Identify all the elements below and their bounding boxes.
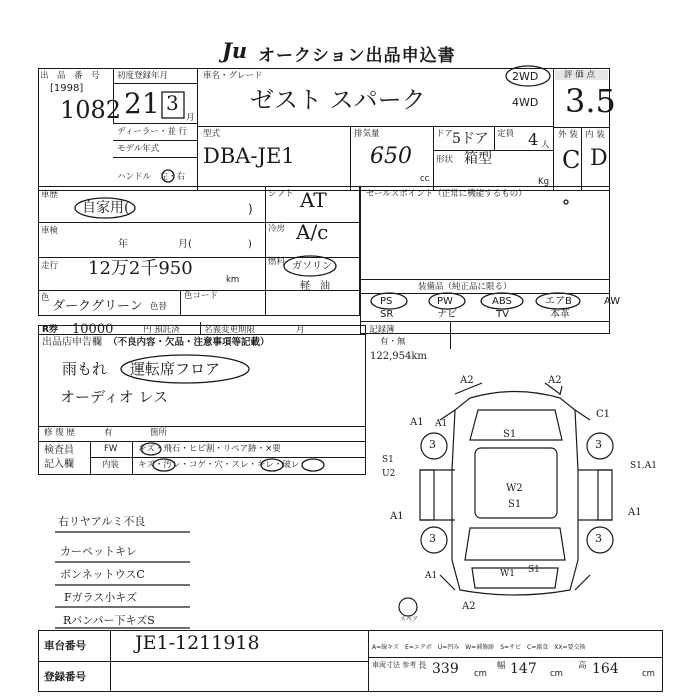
auction-logo: Ju (222, 38, 248, 63)
odometer-note: 122,954km (370, 351, 427, 362)
width-unit: cm (550, 669, 563, 679)
shape-label: 形状 (436, 155, 454, 165)
recycle-unit: 円 預託済 (143, 325, 180, 335)
lot-number: 1082 (60, 96, 122, 124)
fuel-label: 燃料 (268, 257, 286, 267)
capacity-unit: 人 (541, 140, 550, 150)
displacement-label: 排気量 (354, 129, 380, 139)
interior-grade: D (590, 146, 608, 171)
km-unit: km (226, 275, 240, 285)
exterior-grade: C (562, 146, 581, 174)
tire-tread-mark: 3 (595, 438, 602, 451)
model-code: DBA-JE1 (203, 144, 295, 168)
cc-unit: cc (420, 174, 430, 184)
score-label: 評 価 点 (564, 70, 595, 80)
color-code-label: 色コード (184, 291, 219, 301)
damage-mark: W1 (500, 569, 515, 579)
height-unit: cm (642, 669, 655, 679)
dealer-label: ディーラー・並 行 (117, 127, 188, 137)
inspector-note-1: 右リヤアルミ不良 (58, 515, 146, 528)
height-label: 高 (578, 661, 587, 671)
drive-2wd: 2WD (512, 70, 539, 83)
damage-mark: C1 (596, 409, 611, 420)
interior-label: 内 装 (585, 130, 605, 140)
damage-mark: W2 (506, 483, 523, 494)
ac-label: 冷房 (268, 224, 286, 234)
equip-tv: TV (496, 309, 509, 320)
declaration-line1-a: 雨もれ (62, 360, 108, 378)
damage-mark: A2 (462, 601, 476, 612)
door-label: ドア (436, 129, 453, 139)
exterior-label: 外 装 (558, 130, 578, 140)
shape-value: 箱型 (464, 151, 492, 167)
damage-mark: U2 (382, 469, 396, 479)
mileage-label: 走行 (41, 261, 59, 271)
damage-mark: A1 (390, 511, 404, 522)
declaration-line2: オーディオ レス (60, 388, 169, 406)
declaration-sub-label: （不良内容・欠品・注意事項等記載） (108, 337, 270, 348)
declaration-line1-b: 運転席フロア (130, 360, 221, 378)
repair-history-value: 有 (104, 428, 113, 438)
record-label: 記録簿 (369, 325, 395, 335)
equipment-label: 装備品（純正品に限る） (418, 282, 512, 292)
car-name: ゼスト スパーク (250, 86, 426, 114)
inspector-int-body: キズ・汚レ・コゲ・穴・スレ・キレ・破レ (138, 460, 300, 470)
reg-year: 21 (124, 87, 160, 120)
damage-mark: A1 (628, 507, 642, 518)
inspector-note-2: カーペットキレ (60, 545, 137, 558)
history-close: ) (248, 202, 253, 216)
equip-aw: AW (604, 296, 621, 307)
length-label: 長 (418, 661, 427, 671)
capacity-value: 4 (528, 130, 539, 149)
damage-mark: A1 (435, 419, 448, 429)
equip-sr: SR (380, 309, 394, 320)
color-label: 色 (41, 293, 50, 303)
repair-history-label: 修 復 歴 (44, 428, 75, 438)
length-unit: cm (474, 669, 487, 679)
history-value: 自家用( (82, 200, 130, 216)
damage-mark: A2 (548, 375, 562, 386)
recycle-label: R券 (42, 325, 58, 335)
first-reg-label: 初度登録年月 (117, 71, 169, 81)
title-change-label: 名義変更期限 (204, 325, 256, 335)
score-value: 3.5 (565, 82, 616, 120)
inspection-year: 年 (118, 239, 128, 250)
spare-tire-label: スペア (400, 616, 419, 623)
recycle-value: 10000 (72, 322, 114, 337)
equip-airbag: エアB (545, 296, 572, 307)
title-change-month: 月 (296, 325, 305, 335)
equip-navi: ナビ (437, 309, 457, 320)
inspector-note-5: Rバンパー下キズS (63, 614, 155, 627)
sales-point-label: セールスポイント（正常に機能するもの） (366, 189, 527, 199)
ac-value: A/c (296, 220, 329, 244)
doors-value: 5ドア (452, 131, 489, 147)
length-value: 339 (432, 661, 459, 677)
height-value: 164 (592, 661, 619, 677)
chassis-number: JE1-1211918 (135, 632, 260, 654)
damage-mark: A1 (410, 417, 424, 428)
history-label: 車歴 (41, 190, 59, 200)
equip-abs: ABS (492, 296, 512, 307)
model-year-label: モデル年式 (117, 144, 160, 154)
repair-location: 箇所 (150, 428, 168, 438)
exhibit-number-label: 出 品 番 号 (40, 71, 100, 81)
damage-mark: A1 (425, 571, 438, 581)
registration-label: 登録番号 (44, 671, 86, 683)
width-value: 147 (510, 661, 537, 677)
tire-tread-mark: 3 (429, 532, 436, 545)
damage-mark: S1 (528, 565, 540, 575)
inspector-fw-body: キズ・飛石・ヒビ割・リペア跡・×要 (138, 444, 281, 454)
displacement-value: 650 (370, 144, 412, 169)
damage-mark: S1.A1 (630, 461, 657, 471)
equip-ps: PS (380, 296, 393, 307)
damage-mark: S1 (382, 455, 394, 465)
chassis-label: 車台番号 (44, 640, 86, 652)
handle-label: ハンドル 左・右 (117, 172, 186, 182)
inspector-note-4: Fガラス小キズ (64, 591, 138, 604)
capacity-label: 定員 (497, 129, 515, 139)
drive-4wd: 4WD (512, 96, 539, 109)
color-change-label: 色替 (150, 302, 168, 312)
damage-mark: S1 (503, 429, 517, 440)
color-value: ダークグリーン (52, 299, 143, 314)
reg-month: 3 (166, 91, 179, 115)
inspector-fw-head: FW (104, 444, 118, 454)
equip-pw: PW (437, 296, 453, 307)
inspection-month: 月( (178, 239, 192, 250)
month-unit: 月 (186, 113, 195, 123)
car-diagram (399, 383, 613, 616)
damage-mark: A2 (460, 375, 474, 386)
shift-label: シフト (268, 189, 294, 199)
diesel-option: 軽 油 (300, 281, 330, 292)
inspection-label: 車検 (41, 226, 59, 236)
inspection-close: ) (248, 239, 252, 250)
inspector-int-head: 内装 (102, 460, 120, 470)
equip-leather: 本革 (550, 309, 570, 320)
fuel-value: ガソリン (292, 261, 332, 272)
form-title: オークション出品申込書 (258, 46, 456, 66)
record-value: 有・無 (380, 337, 406, 347)
mileage-value: 12万2千950 (88, 258, 193, 279)
car-name-label: 車名・グレード (203, 71, 263, 81)
model-label: 型式 (203, 129, 221, 139)
declaration-label: 出品店申告欄 (42, 337, 102, 348)
tire-tread-mark: 3 (429, 438, 436, 451)
width-label: 幅 (497, 661, 506, 671)
shift-value: AT (300, 188, 327, 212)
dimensions-label: 車両寸法 参考 (372, 661, 417, 669)
damage-legend: A=線キズ E=エクボ U=凹み W=補修跡 S=サビ C=腐食 XX=要交換 (372, 644, 586, 651)
inspector-label-2: 記入欄 (44, 459, 74, 470)
inspector-label-1: 検査員 (44, 445, 74, 456)
inspector-note-3: ボンネットウスC (60, 568, 145, 581)
year-note: [1998] (50, 83, 84, 94)
damage-mark: S1 (508, 499, 522, 510)
kg-unit: Kg (538, 177, 549, 187)
tire-tread-mark: 3 (595, 532, 602, 545)
